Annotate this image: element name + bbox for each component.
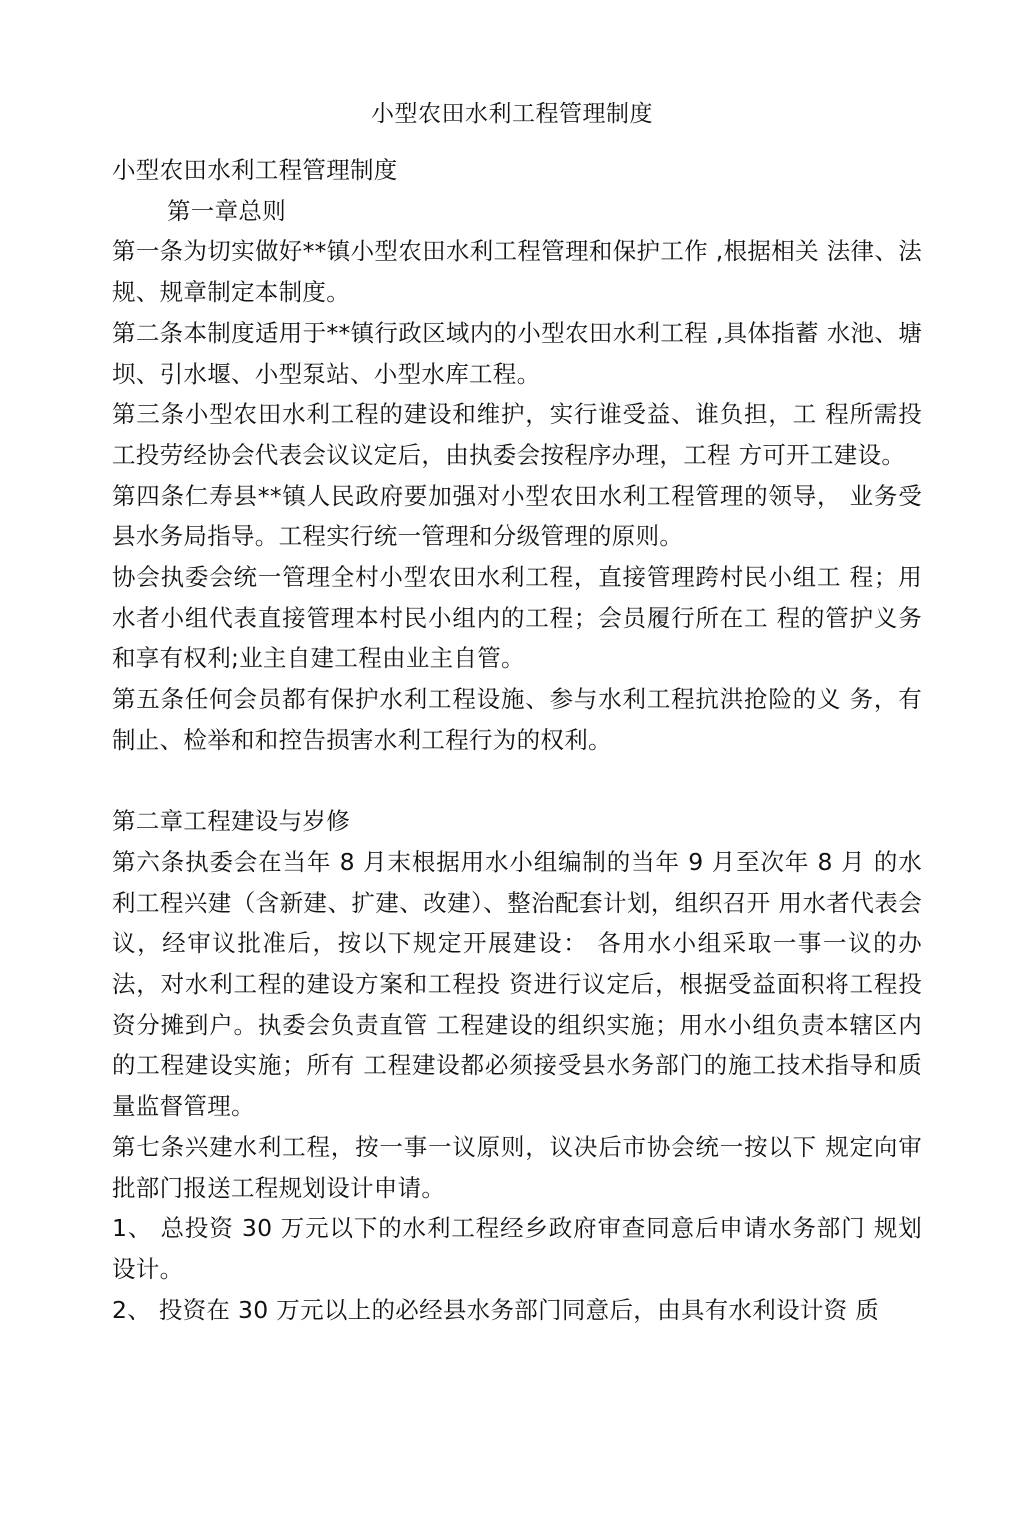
document-subtitle: 小型农田水利工程管理制度 (112, 156, 398, 184)
document-title: 小型农田水利工程管理制度 (371, 101, 653, 127)
chapter-heading-2: 第二章工程建设与岁修 (112, 807, 350, 836)
blank-line (112, 761, 922, 802)
article-1: 第一条为切实做好**镇小型农田水利工程管理和保护工作 ,根据相关 法律、法规、规章制定本制度。 (112, 237, 922, 307)
chapter-heading-1: 第一章总则 (167, 196, 286, 225)
article-3: 第三条小型农田水利工程的建设和维护，实行谁受益、谁负担，工 程所需投工投劳经协会代表会议议定后，由执委会按程序办理，工程 方可开工建设。 (112, 400, 922, 469)
list-item-2: 2、 投资在 30 万元以上的必经县水务部门同意后，由具有水利设计资 质 (112, 1295, 880, 1324)
article-2: 第二条本制度适用于**镇行政区域内的小型农田水利工程 ,具体指蓄 水池、塘坝、引水堰、小型泵站、小型水库工程。 (112, 318, 922, 388)
article-4: 第四条仁寿县**镇人民政府要加强对小型农田水利工程管理的领导， 业务受县水务局指导。工程实行统一管理和分级管理的原则。 (112, 481, 922, 551)
document-body (112, 150, 922, 1330)
list-item-1: 1、 总投资 30 万元以下的水利工程经乡政府审查同意后申请水务部门 规划设计。 (112, 1214, 922, 1283)
article-4-paragraph-2: 协会执委会统一管理全村小型农田水利工程，直接管理跨村民小组工 程；用水者小组代表直接管理本村民小组内的工程；会员履行所在工 程的管护义务和享有权利;业主自建工程由业主自管。 (112, 563, 922, 673)
article-7: 第七条兴建水利工程，按一事一议原则，议决后市协会统一按以下 规定向审批部门报送工程规划设计申请。 (112, 1132, 922, 1202)
article-5: 第五条任何会员都有保护水利工程设施、参与水利工程抗洪抢险的义 务，有制止、检举和和控告损害水利工程行为的权利。 (112, 685, 922, 754)
article-6: 第六条执委会在当年 8 月末根据用水小组编制的当年 9 月至次年 8 月 的水利工程兴建（含新建、扩建、改建）、整治配套计划，组织召开 用水者代表会议，经审议批准后，按以下规定开展建设： 各用水小组采取一事一议的办法，对水利工程的建设方案和工程投 资进行议定后，根据受益面积将工程投资分摊到户。执委会负责直管 工程建设的组织实施；用水小组负责本辖区内的工程建设实施；所有 工程建设都必须接受县水务部门的施工技术指导和质量监督管理。 (112, 847, 922, 1121)
